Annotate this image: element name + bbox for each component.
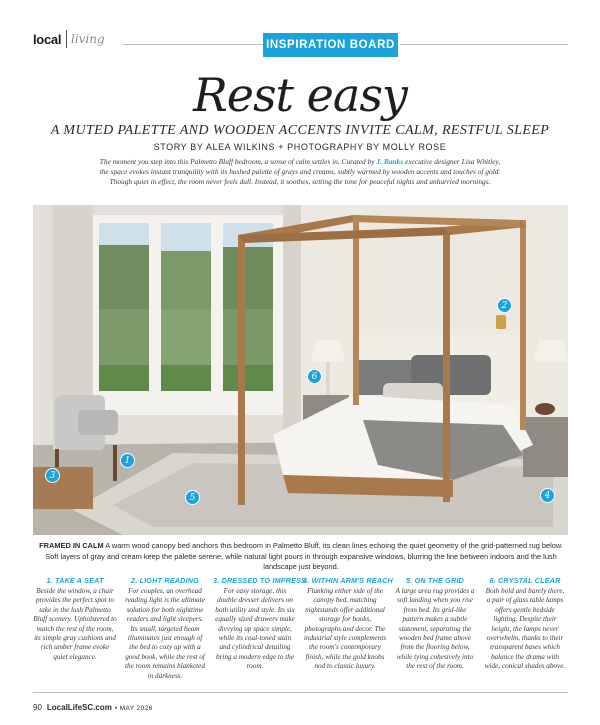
page-number: 90: [33, 703, 42, 712]
bedroom-illustration: [33, 205, 568, 535]
header-rule-left: [123, 44, 263, 45]
marker-1[interactable]: 1: [120, 453, 135, 468]
article-title: Rest easy: [193, 68, 407, 122]
item-title: 1. TAKE A SEAT: [46, 576, 104, 585]
caption-label: FRAMED IN CALM: [39, 541, 104, 550]
intro-text-start: The moment you step into this Palmetto Bluff bedroom, a sense of calm settles in. Curated by: [99, 157, 377, 166]
header-rule-right: [400, 44, 568, 45]
item-title: 4. WITHIN ARM'S REACH: [303, 576, 393, 585]
designer-link[interactable]: J. Banks: [376, 157, 404, 166]
brand-section: living: [71, 32, 105, 46]
item-text: Flanking either side of the canopy bed, matching nightstands offer additional storage for books, photographs and decor. The industrial style complements the room's contemporary finish, while the gold knobs nod to classic luxury.: [303, 587, 387, 671]
footer-rule: [33, 692, 568, 693]
item-title: 5. ON THE GRID: [406, 576, 464, 585]
page-footer: [33, 703, 153, 712]
marker-2[interactable]: 2: [497, 298, 512, 313]
brand-logo: local: [33, 32, 62, 47]
intro-text-end: executive designer Lisa Whitley, the space evokes instant tranquility with its hushed palette of grays and creams, subtly warmed by wooden accents and touches of gold. Though quiet in effect, the room never feels dull. Instead, it soothes, setting the tone for peaceful nights and unhurried mornings.: [99, 157, 501, 186]
item-crystal-clear: [483, 576, 567, 672]
marker-3[interactable]: 3: [45, 468, 60, 483]
item-text: A large area rug provides a soft landing when you rise from bed. Its grid-like pattern makes a subtle statement, separating the wooden bed frame above from the flooring below, while tying cohesively into the rest of the room.: [395, 587, 475, 671]
article-subtitle: A MUTED PALETTE AND WOODEN ACCENTS INVITE CALM, RESTFUL SLEEP: [50, 123, 550, 138]
marker-4[interactable]: 4: [540, 488, 555, 503]
item-title: 2. LIGHT READING: [131, 576, 199, 585]
item-light-reading: [123, 576, 207, 681]
photo-caption: [37, 541, 565, 573]
section-badge: INSPIRATION BOARD: [263, 33, 398, 57]
issue-date: • MAY 2026: [114, 705, 153, 712]
item-title: 3. DRESSED TO IMPRESS: [213, 576, 307, 585]
item-dressed-to-impress: [213, 576, 307, 672]
article-intro: [95, 157, 505, 187]
brand-divider: [66, 30, 67, 48]
item-text: For couples, an overhead reading light is the ultimate solution for both nighttime readers and light sleepers. Its small, targeted beam illuminates just enough of the bed to cozy up with a good book, while the rest of the room remains blanketed in darkness.: [125, 587, 205, 680]
marker-6[interactable]: 6: [307, 369, 322, 384]
item-within-arms-reach: [303, 576, 393, 672]
bedroom-photo: [33, 205, 568, 535]
article-byline: STORY BY ALEA WILKINS + PHOTOGRAPHY BY MOLLY ROSE: [153, 142, 447, 152]
windows: [93, 215, 283, 415]
item-text: Both bold and barely there, a pair of glass table lamps offers gentle bedside lighting. Despite their height, the lamps never overwhelm, thanks to their transparent bases which balance the drama with wide, conical shades above.: [484, 587, 566, 671]
item-text: Beside the window, a chair provides the perfect spot to take in the lush Palmetto Bluff scenery. Upholstered to match the rest of the room, its simple gray cushions and rich umber frame evoke quiet elegance.: [33, 587, 117, 661]
item-on-the-grid: [393, 576, 477, 672]
caption-text: A warm wood canopy bed anchors this bedroom in Palmetto Bluff, its clean lines echoing the quiet geometry of the grid-patterned rug below. Soft layers of gray and cream keep the palette serene, while natural light pours in through expansive windows, blurring the line between indoors and the lush landscape just beyond.: [45, 541, 563, 571]
item-columns: [33, 576, 568, 686]
page-header: [33, 30, 568, 60]
item-title: 6. CRYSTAL CLEAR: [489, 576, 561, 585]
item-text: For easy storage, this double dresser delivers on both utility and style. Its six equally sized drawers make divvying up space simple, while its coal-toned stain and cylindrical detailing bring a modern edge to the room.: [215, 587, 295, 671]
marker-5[interactable]: 5: [185, 490, 200, 505]
item-take-a-seat: [33, 576, 117, 662]
site-link[interactable]: LocalLifeSC.com: [46, 703, 112, 712]
